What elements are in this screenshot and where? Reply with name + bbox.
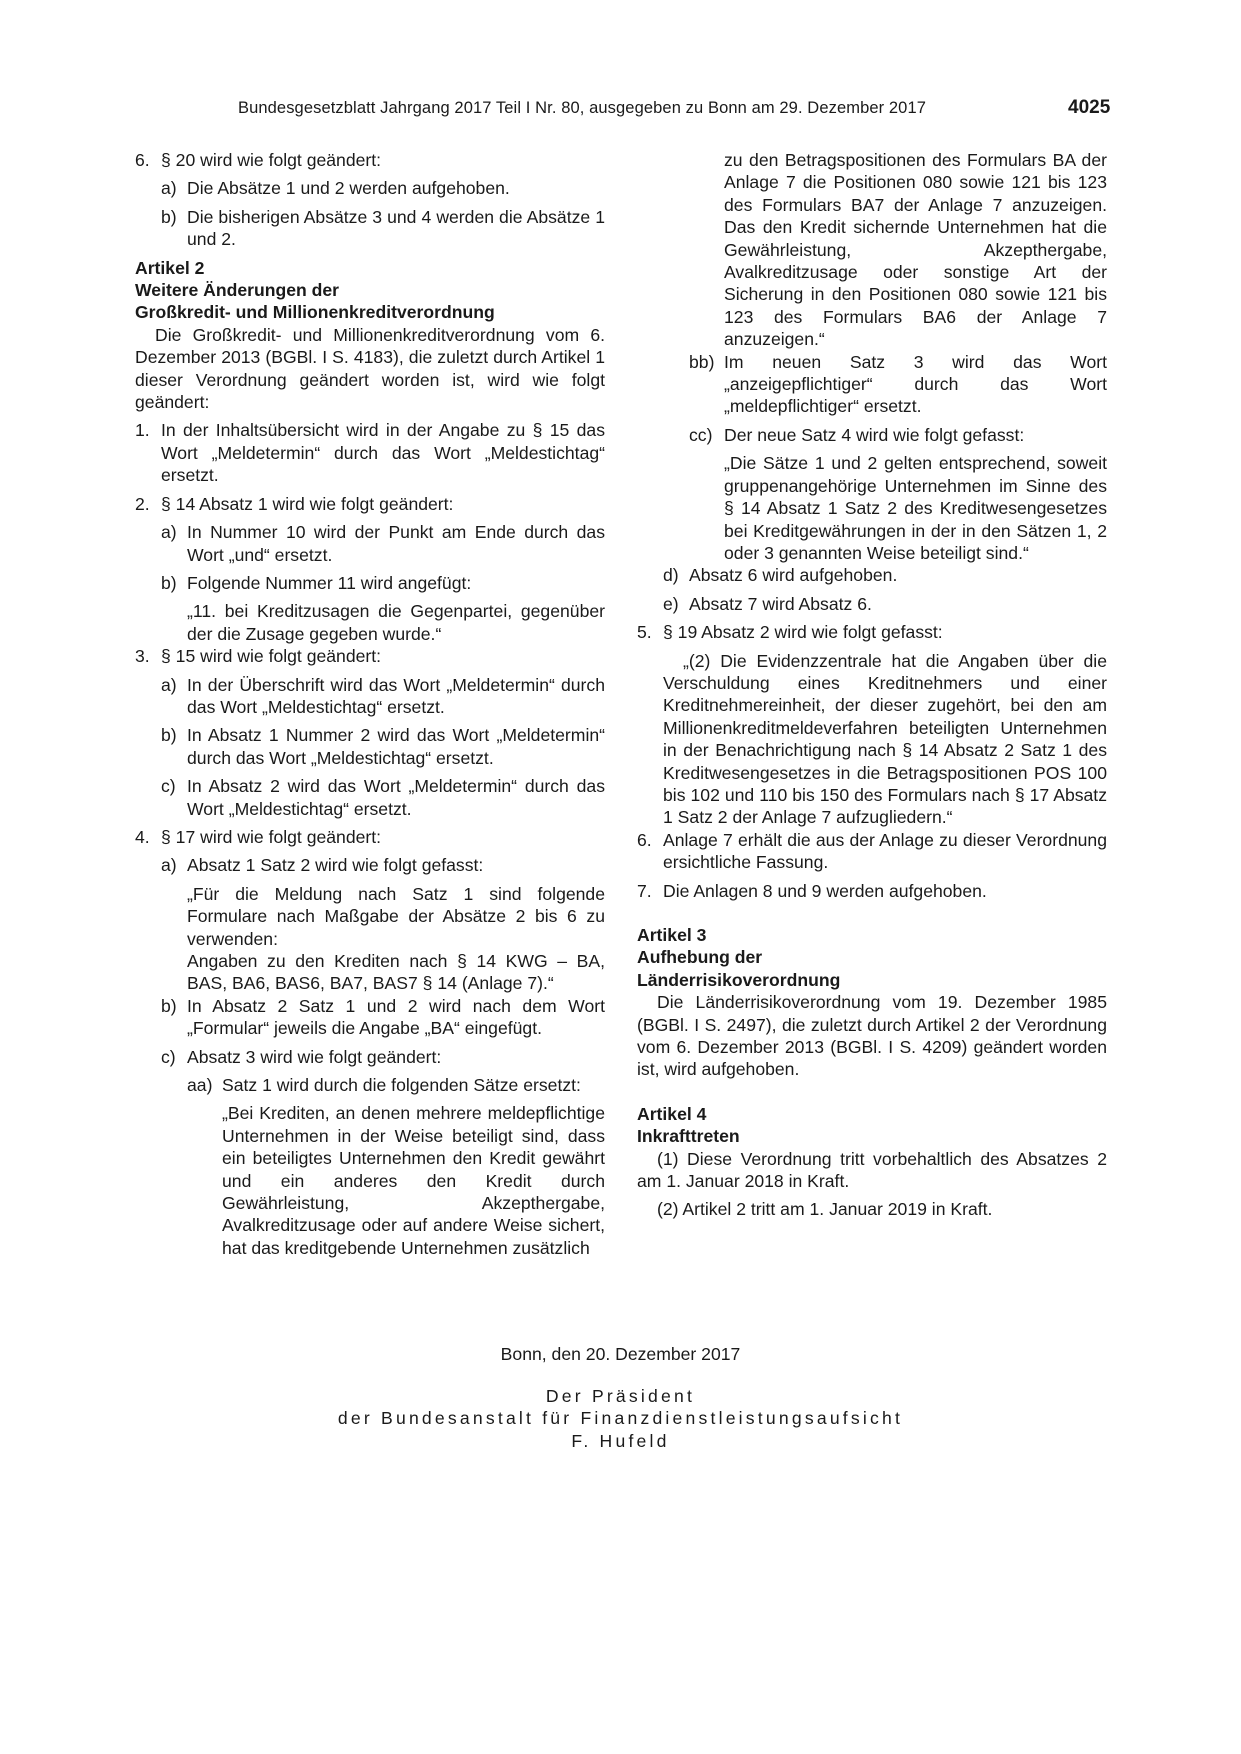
article-2-title: Artikel 2 xyxy=(135,257,205,278)
list-item: 1. In der Inhaltsübersicht wird in der Angabe zu § 15 das Wort „Meldetermin“ durch das Wort „Meldestichtag“ ersetzt. xyxy=(135,420,605,486)
list-item: 6. Anlage 7 erhält die aus der Anlage zu dieser Verordnung ersichtliche Fassung. xyxy=(637,829,1107,873)
list-item: 3. § 15 wird wie folgt geändert: xyxy=(135,646,382,667)
article-3-subtitle: Aufhebung der xyxy=(637,947,763,968)
list-item: 4. § 17 wird wie folgt geändert: xyxy=(135,826,382,847)
article-2-intro: Die Großkredit- und Millionenkreditverordnung vom 6. Dezember 2013 (BGBl. I S. 4183), die zuletzt durch Artikel 1 dieser Verordnung geändert worden ist, wird wie folgt geändert: xyxy=(135,324,605,413)
signatory-authority: der Bundesanstalt für Finanzdienstleistungsaufsicht xyxy=(337,1408,904,1429)
list-item: c) In Absatz 2 wird das Wort „Meldetermin“ durch das Wort „Meldestichtag“ ersetzt. xyxy=(161,776,605,819)
list-item: 2. § 14 Absatz 1 wird wie folgt geändert: xyxy=(135,493,454,514)
article-3-title: Artikel 3 xyxy=(637,925,707,945)
list-item: a) In Nummer 10 wird der Punkt am Ende durch das Wort „und“ ersetzt. xyxy=(161,522,605,565)
article-3-subtitle: Länderrisikoverordnung xyxy=(637,969,841,990)
running-header: Bundesgesetzblatt Jahrgang 2017 Teil I Nr. 80, ausgegeben zu Bonn am 29. Dezember 2017 xyxy=(238,99,927,117)
left-column xyxy=(135,149,605,1259)
list-item: bb) Im neuen Satz 3 wird das Wort „anzeigepflichtiger“ durch das Wort „meldepflichtiger“ ersetzt. xyxy=(689,351,1107,417)
quote: Angaben zu den Krediten nach § 14 KWG – BA, BAS, BA6, BAS6, BA7, BAS7 § 14 (Anlage 7).“ xyxy=(187,951,605,994)
list-item: a) Absatz 1 Satz 2 wird wie folgt gefasst: xyxy=(161,855,484,876)
article-4-title: Artikel 4 xyxy=(637,1103,707,1124)
quote: zu den Betragspositionen des Formulars BA der Anlage 7 die Positionen 080 sowie 121 bis 123 des Formulars BA7 der Anlage 7 anzuzeigen. Das den Kredit sichernde Unternehmen hat die Gewährleistung, Akzepthergabe, Avalkreditzusage oder sonstige Art der Sicherung in den Positionen 080 sowie 121 bis 123 des Formulars BA6 der Anlage 7 anzuzeigen.“ xyxy=(724,150,1107,350)
list-item: b) In Absatz 2 Satz 1 und 2 wird nach dem Wort „Formular“ jeweils die Angabe „BA“ eingefügt. xyxy=(161,995,605,1039)
list-item: cc) Der neue Satz 4 wird wie folgt gefasst: xyxy=(689,424,1025,445)
list-item: 5. § 19 Absatz 2 wird wie folgt gefasst: xyxy=(637,622,943,643)
list-item: b) Folgende Nummer 11 wird angefügt: xyxy=(161,572,472,593)
page-number: 4025 xyxy=(1068,97,1111,118)
article-2-subtitle: Großkredit- und Millionenkreditverordnung xyxy=(135,302,495,323)
page-header xyxy=(0,99,1241,125)
article-2-subtitle: Weitere Änderungen der xyxy=(135,280,339,301)
quote: „Die Sätze 1 und 2 gelten entsprechend, soweit gruppenangehörige Unternehmen im Sinne des § 14 Absatz 1 Satz 2 des Kreditwesengesetzes bei Kreditgewährungen in der in den Sätzen 1, 2 oder 3 genannten Weise beteiligt sind.“ xyxy=(724,453,1107,563)
list-item: a) Die Absätze 1 und 2 werden aufgehoben. xyxy=(161,178,510,199)
list-item: b) In Absatz 1 Nummer 2 wird das Wort „Meldetermin“ durch das Wort „Meldestichtag“ ersetzt. xyxy=(161,725,605,768)
quote: „Bei Krediten, an denen mehrere meldepflichtige Unternehmen in der Weise beteiligt sind, dass ein beteiligtes Unternehmen den Kredit gewährt und ein anderes den Kredit durch Gewährleistung, Akzepthergabe, Avalkreditzusage oder auf andere Weise sichert, hat das kreditgebende Unternehmen zusätzlich xyxy=(222,1103,605,1258)
article-3-text: Die Länderrisikoverordnung vom 19. Dezember 1985 (BGBl. I S. 2497), die zuletzt durch Artikel 2 der Verordnung vom 6. Dezember 2013 (BGBl. I S. 4209) geändert worden ist, wird aufgehoben. xyxy=(637,992,1107,1080)
quote: „(2) Die Evidenzzentrale hat die Angaben über die Verschuldung eines Kreditnehmers und einer Kreditnehmereinheit, der dieser zugehört, bei den am Millionenkreditmeldeverfahren beteiligten Unternehmen in der Benachrichtigung nach § 14 Absatz 2 Satz 1 des Kreditwesengesetzes in die Betragspositionen POS 100 bis 102 und 110 bis 150 des Formulars nach § 17 Absatz 1 Satz 2 der Anlage 7 aufzugliedern.“ xyxy=(663,650,1107,828)
list-item: d) Absatz 6 wird aufgehoben. xyxy=(663,565,898,586)
list-item: 7. Die Anlagen 8 und 9 werden aufgehoben. xyxy=(637,880,987,901)
closing-block xyxy=(0,1344,1241,1452)
list-item: a) In der Überschrift wird das Wort „Meldetermin“ durch das Wort „Meldestichtag“ ersetzt. xyxy=(161,674,605,717)
right-column xyxy=(637,149,1107,1221)
list-item: aa) Satz 1 wird durch die folgenden Sätze ersetzt: xyxy=(187,1075,581,1096)
article-4-paragraph: (2) Artikel 2 tritt am 1. Januar 2019 in Kraft. xyxy=(657,1199,993,1220)
quote: „11. bei Kreditzusagen die Gegenpartei, gegenüber der die Zusage gegeben wurde.“ xyxy=(187,601,605,644)
place-date: Bonn, den 20. Dezember 2017 xyxy=(500,1344,741,1364)
signatory-name: F. Hufeld xyxy=(571,1430,670,1451)
quote: „Für die Meldung nach Satz 1 sind folgende Formulare nach Maßgabe der Absätze 2 bis 6 zu verwenden: xyxy=(187,883,605,949)
list-item: c) Absatz 3 wird wie folgt geändert: xyxy=(161,1046,442,1067)
list-item: e) Absatz 7 wird Absatz 6. xyxy=(663,593,872,614)
article-4-subtitle: Inkrafttreten xyxy=(637,1126,740,1147)
list-item: 6. § 20 wird wie folgt geändert: xyxy=(135,150,382,170)
article-4-paragraph: (1) Diese Verordnung tritt vorbehaltlich des Absatzes 2 am 1. Januar 2018 in Kraft. xyxy=(637,1148,1107,1192)
signatory-title: Der Präsident xyxy=(545,1386,696,1406)
list-item: b) Die bisherigen Absätze 3 und 4 werden die Absätze 1 und 2. xyxy=(161,206,605,250)
